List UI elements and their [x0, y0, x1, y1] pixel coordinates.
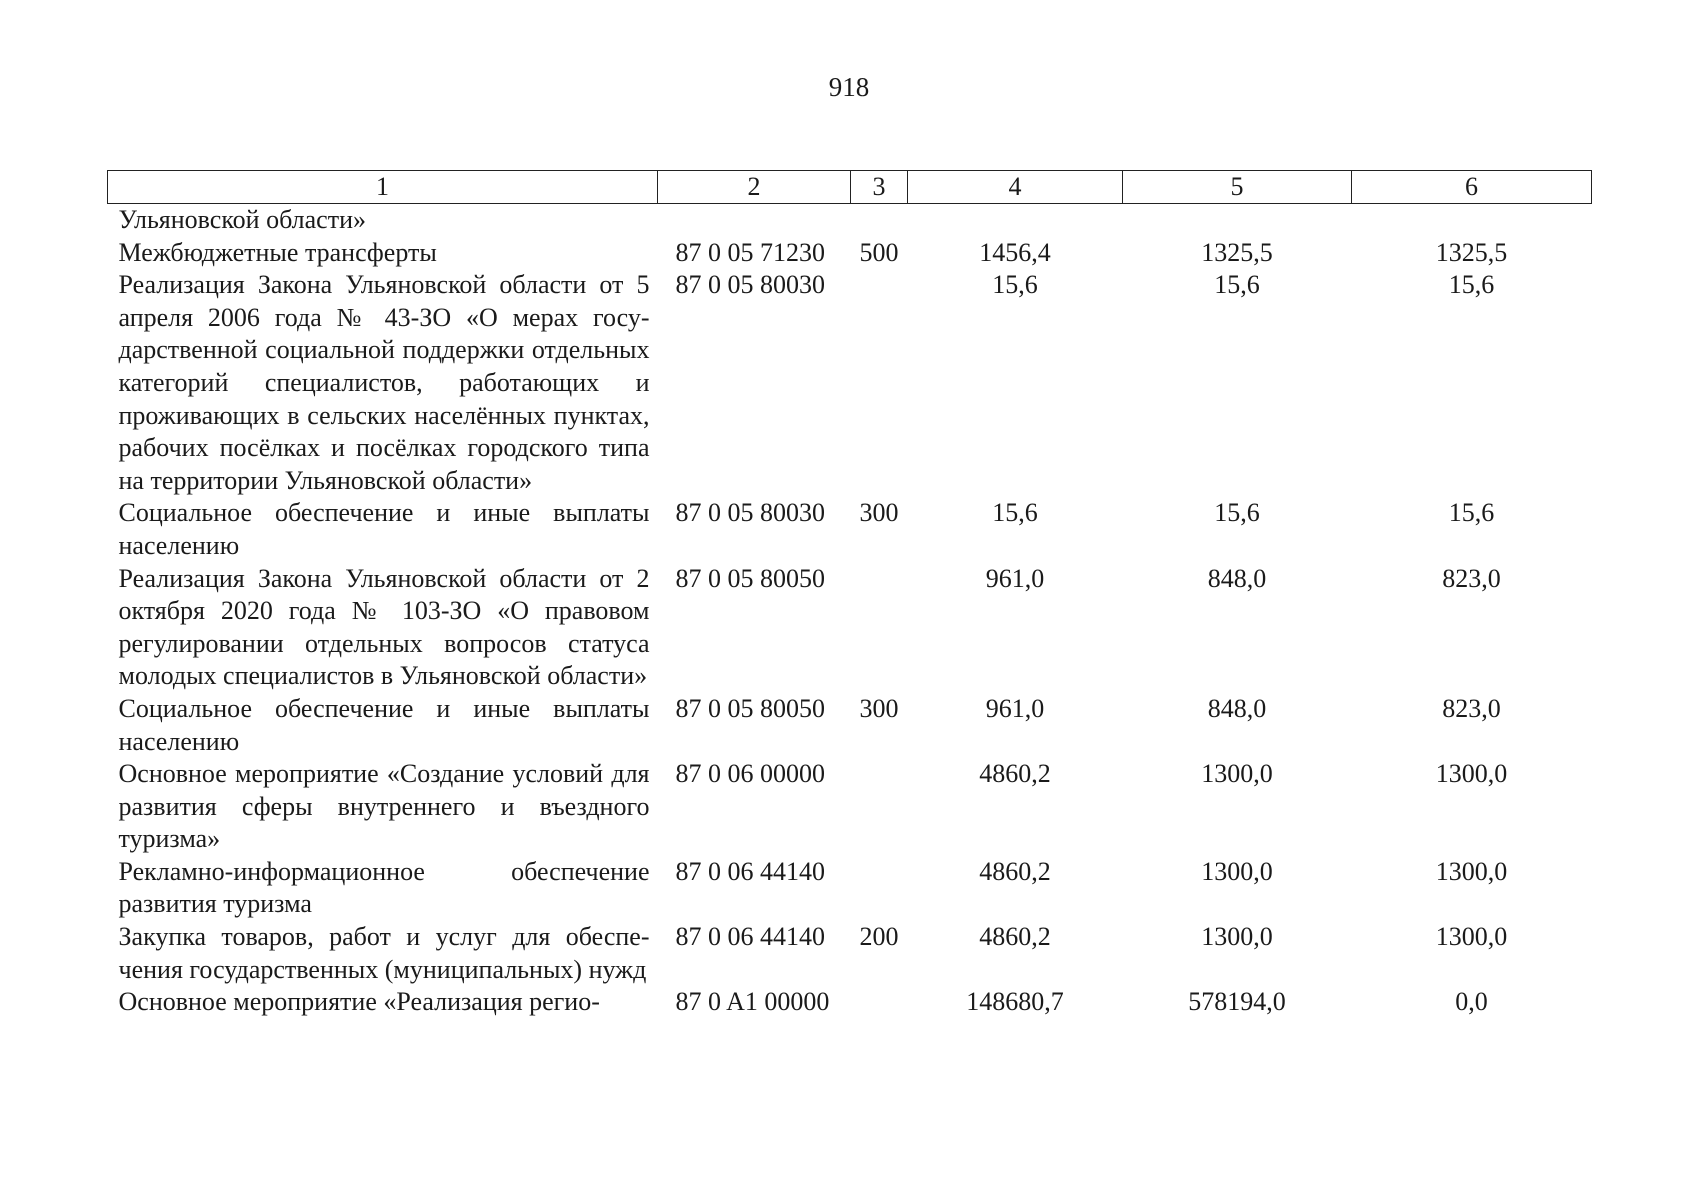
column-header: 1 — [108, 171, 658, 204]
row-code: 87 0 06 00000 — [675, 759, 825, 789]
row-value-4: 961,0 — [985, 563, 1045, 593]
column-header: 6 — [1352, 171, 1592, 204]
row-value-4: 961,0 — [985, 693, 1045, 723]
row-code: 87 0 05 80030 — [675, 270, 825, 300]
row-value-5: 1300,0 — [1201, 922, 1273, 952]
row-code: 87 0 05 71230 — [675, 237, 825, 267]
table-row — [108, 269, 1592, 497]
row-value-4: 4860,2 — [979, 922, 1051, 952]
row-value-5: 1300,0 — [1201, 856, 1273, 886]
page-number: 918 — [828, 72, 870, 102]
column-header: 5 — [1123, 171, 1352, 204]
row-value-6: 15,6 — [1448, 270, 1495, 300]
table-row — [108, 563, 1592, 693]
column-header: 3 — [851, 171, 908, 204]
row-code: 87 0 05 80050 — [675, 693, 825, 723]
table-row — [108, 758, 1592, 856]
row-expense-type: 300 — [859, 498, 899, 528]
header-row — [108, 171, 1592, 204]
row-value-5: 15,6 — [1214, 270, 1260, 300]
row-code: 87 0 05 80030 — [675, 498, 825, 528]
row-code: 87 0 A1 00000 — [675, 987, 830, 1017]
row-value-6: 0,0 — [1455, 987, 1488, 1017]
table-row — [108, 204, 1592, 237]
row-value-6: 1300,0 — [1435, 922, 1508, 952]
row-value-4: 15,6 — [992, 498, 1038, 528]
row-value-4: 1456,4 — [979, 237, 1051, 267]
row-code — [658, 204, 851, 237]
row-name: Рекламно-информационное обеспечение развития туризма — [118, 856, 650, 919]
column-header: 4 — [908, 171, 1123, 204]
row-value-6: 1300,0 — [1435, 759, 1508, 789]
row-code: 87 0 06 44140 — [675, 856, 825, 886]
row-value-6: 823,0 — [1442, 693, 1501, 723]
row-name: Основное мероприятие «Создание условий для развития сферы внутреннего и въездного туризма» — [118, 759, 650, 854]
row-expense-type — [851, 204, 908, 237]
row-value-5: 1325,5 — [1201, 237, 1273, 267]
row-value-5: 848,0 — [1207, 693, 1267, 723]
row-value-5: 578194,0 — [1188, 987, 1286, 1017]
row-expense-type: 300 — [859, 693, 899, 723]
row-expense-type — [851, 986, 908, 1019]
row-code: 87 0 06 44140 — [675, 922, 825, 952]
row-value-5: 15,6 — [1214, 498, 1260, 528]
row-value-4: 148680,7 — [966, 987, 1064, 1017]
table-row — [108, 856, 1592, 921]
row-name: Основное мероприятие «Реализация регио- — [118, 987, 600, 1017]
row-name: Социальное обеспечение и иные выплаты населению — [118, 693, 650, 756]
row-value-4: 4860,2 — [979, 759, 1051, 789]
table-row — [108, 497, 1592, 562]
row-expense-type — [851, 758, 908, 856]
row-code: 87 0 05 80050 — [675, 563, 825, 593]
table-row — [108, 921, 1592, 986]
row-value-4: 4860,2 — [979, 856, 1051, 886]
row-value-4 — [908, 204, 1123, 237]
row-expense-type — [851, 269, 908, 497]
row-expense-type — [851, 563, 908, 693]
row-expense-type — [851, 856, 908, 921]
column-header: 2 — [658, 171, 851, 204]
row-value-4: 15,6 — [992, 270, 1038, 300]
row-value-6: 15,6 — [1448, 498, 1495, 528]
row-value-5 — [1123, 204, 1352, 237]
row-name: Реализация Закона Ульяновской области от 2 октября 2020 года № 103-ЗО «О правовом регулировании отдельных вопросов статуса молодых специалистов в Ульяновской области» — [118, 563, 650, 691]
budget-table — [107, 170, 1592, 1019]
table-row — [108, 986, 1592, 1019]
row-name: Ульяновской области» — [118, 205, 366, 234]
row-value-6: 823,0 — [1442, 563, 1501, 593]
table-row — [108, 693, 1592, 758]
row-expense-type: 500 — [859, 237, 899, 267]
row-name: Закупка товаров, работ и услуг для обеспечения государственных (муниципальных) нужд — [118, 922, 650, 984]
row-value-6 — [1352, 204, 1592, 237]
row-value-5: 1300,0 — [1201, 759, 1273, 789]
row-value-6: 1300,0 — [1435, 856, 1508, 886]
table-row — [108, 237, 1592, 270]
row-name: Социальное обеспечение и иные выплаты населению — [118, 498, 650, 560]
row-expense-type: 200 — [859, 922, 899, 952]
row-value-6: 1325,5 — [1435, 237, 1508, 267]
row-name: Межбюджетные трансферты — [118, 237, 437, 267]
row-name: Реализация Закона Ульяновской области от 5 апреля 2006 года № 43-ЗО «О мерах государственной социальной поддержки отдельных категорий специалистов, работающих и проживающих в сельских населённых пунктах, рабочих посёлках и посёлках городского типа на территории Ульяновской области» — [118, 270, 650, 495]
row-value-5: 848,0 — [1207, 563, 1267, 593]
